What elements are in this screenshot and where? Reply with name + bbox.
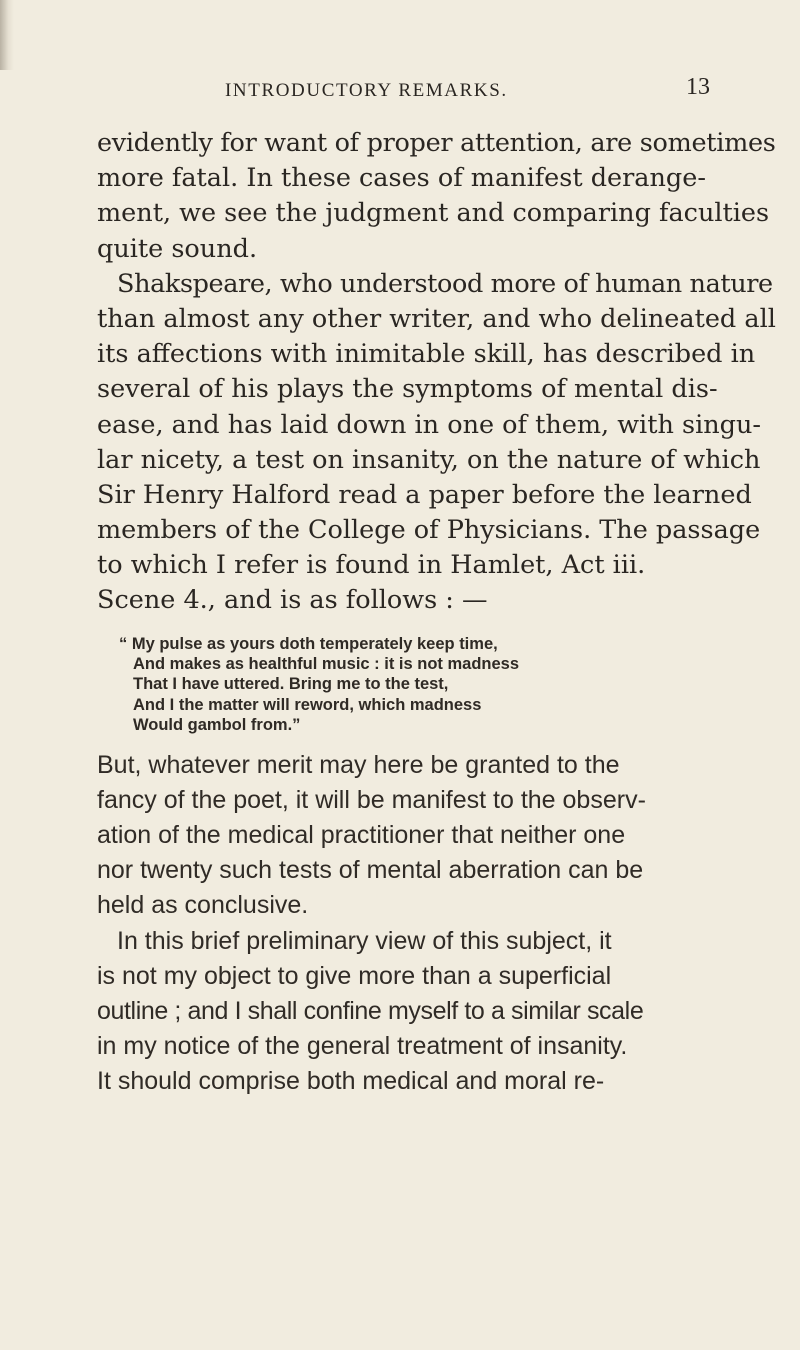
paragraph-1 [97,126,776,267]
text-line: Sir Henry Halford read a paper before the learned [97,479,752,510]
quote-line: And I the matter will reword, which madness [133,695,482,714]
paragraph-3 [97,748,709,924]
paragraph-2 [97,267,776,619]
text-line: outline ; and I shall confine myself to a similar scale [97,996,644,1025]
paragraph-4 [97,924,709,1100]
text-line: more fatal. In these cases of manifest derange- [97,163,706,194]
text-line: ment, we see the judgment and comparing faculties [97,198,770,229]
running-title: INTRODUCTORY REMARKS. [225,80,508,101]
text-line: nor twenty such tests of mental aberration can be [97,856,644,885]
text-line: to which I refer is found in Hamlet, Act iii. [97,550,646,581]
text-line: But, whatever merit may here be granted to the [97,750,620,779]
text-line: It should comprise both medical and moral re- [97,1067,605,1096]
quote-line: “ My pulse as yours doth temperately keep time, [119,634,498,653]
text-line: fancy of the poet, it will be manifest to the observ- [97,785,646,814]
text-line: quite sound. [97,233,258,264]
text-line: ation of the medical practitioner that neither one [97,820,626,849]
text-line: its affections with inimitable skill, has described in [97,339,756,370]
running-header [225,74,710,116]
body-text [97,126,776,1099]
text-line: members of the College of Physicians. The passage [97,515,761,546]
hamlet-quote [97,634,709,736]
page-number: 13 [686,74,710,100]
text-line: than almost any other writer, and who delineated all [97,303,776,334]
quote-line: That I have uttered. Bring me to the test, [133,675,449,694]
text-line: several of his plays the symptoms of mental dis- [97,374,718,405]
text-line: is not my object to give more than a superficial [97,961,612,990]
text-line: in my notice of the general treatment of insanity. [97,1032,628,1061]
page-edge [0,0,14,70]
text-line: In this brief preliminary view of this subject, it [117,926,612,955]
text-line: lar nicety, a test on insanity, on the nature of which [97,444,761,475]
quote-line: Would gambol from.” [133,716,301,735]
text-line: held as conclusive. [97,891,309,920]
text-line: Shakspeare, who understood more of human nature [117,268,773,299]
text-line: Scene 4., and is as follows : — [97,585,488,616]
text-line: evidently for want of proper attention, are sometimes [97,128,776,158]
text-line: ease, and has laid down in one of them, with singu- [97,409,762,440]
quote-line: And makes as healthful music : it is not madness [133,655,520,674]
